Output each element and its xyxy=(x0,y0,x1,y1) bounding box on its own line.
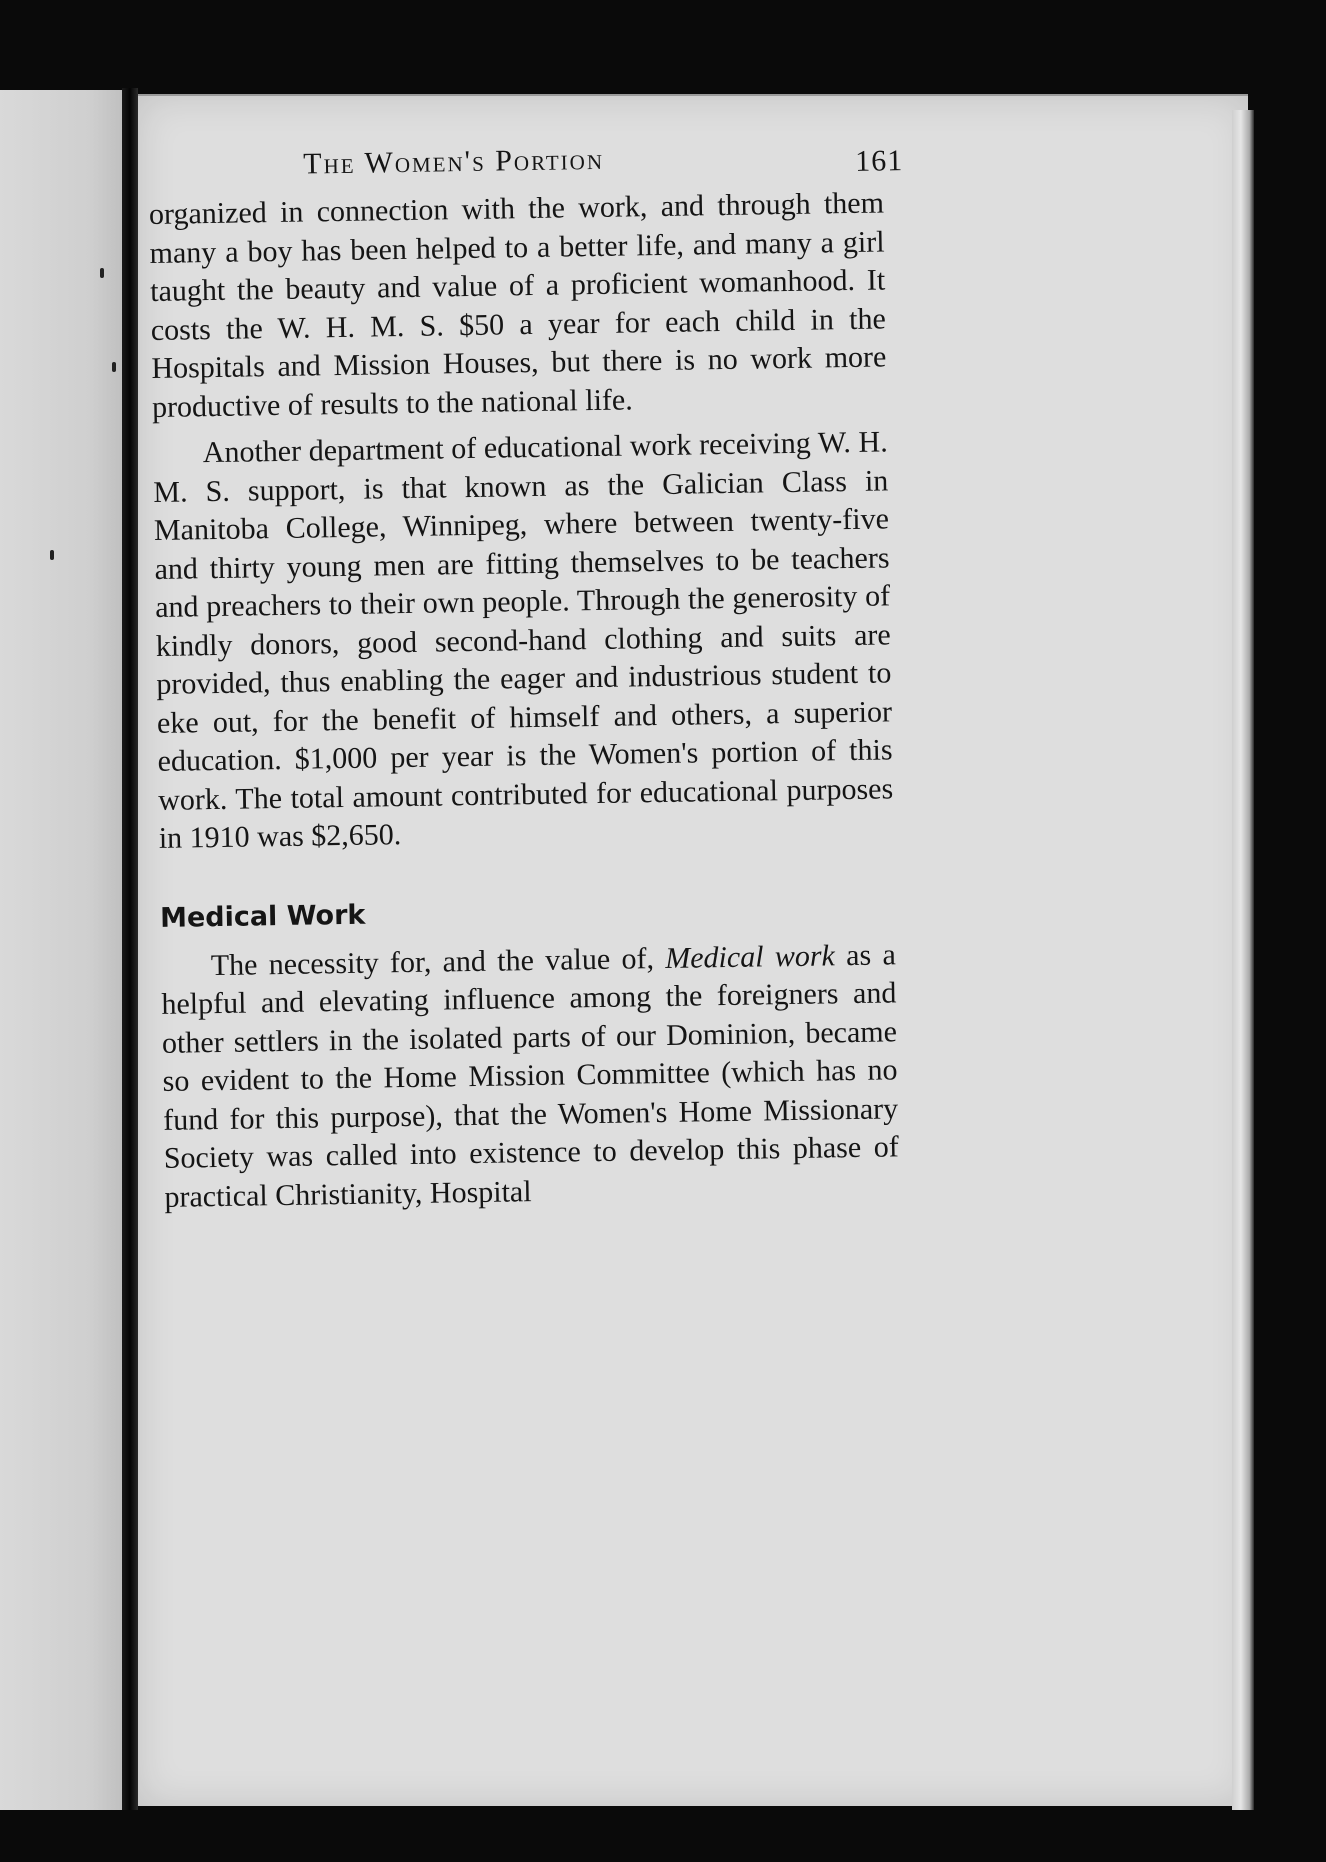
running-head-title: The Women's Portion xyxy=(302,142,605,181)
paragraph-medical-work-start: The necessity for, and the value of, xyxy=(210,941,666,982)
paragraph-galician-class: Another department of educational work receiving W. H. M. S. support, is that known as the Galician Class in Manitoba College, Winnipeg, where between twenty-five and thirty young men are fitting themselves to be teachers and preachers to their own people. Through the generosity of kindly donors, good second-hand clothing and suits are provided, thus enabling the eager and industrious student to eke out, for the benefit of himself and others, a superior education. $1,000 per year is the Women's portion of this work. The total amount contributed for educational purposes in 1910 was $2,650. xyxy=(153,425,894,855)
paragraph-medical-work-rest: as a helpful and elevating influence among the foreigners and other settlers in the isolated parts of our Dominion, became so evident to the Home Mission Committee (which has no fund for this purpose), that the Women's Home Missionary Society was called into existence to develop this phase of practical Christianity, Hospital xyxy=(161,937,900,1214)
page-text xyxy=(148,138,904,1216)
section-heading: Medical Work xyxy=(159,899,366,934)
emphasis-medical-work: Medical work xyxy=(664,938,836,975)
book-gutter xyxy=(122,88,138,1810)
page-edge xyxy=(1232,110,1254,1810)
left-facing-page xyxy=(0,90,128,1810)
page-speck xyxy=(50,550,54,560)
page-speck xyxy=(100,268,104,278)
page-speck xyxy=(112,362,116,372)
paragraph-continued: organized in connection with the work, and through them many a boy has been helped to a better life, and many a girl taught the beauty and value of a proficient womanhood. It costs the W. H. M. S. $50 a year for each child in the Hospitals and Mission Houses, but there is no work more productive of results to the national life. xyxy=(148,186,887,424)
paragraph-medical-work xyxy=(161,936,900,1217)
page-number: 161 xyxy=(855,144,904,178)
